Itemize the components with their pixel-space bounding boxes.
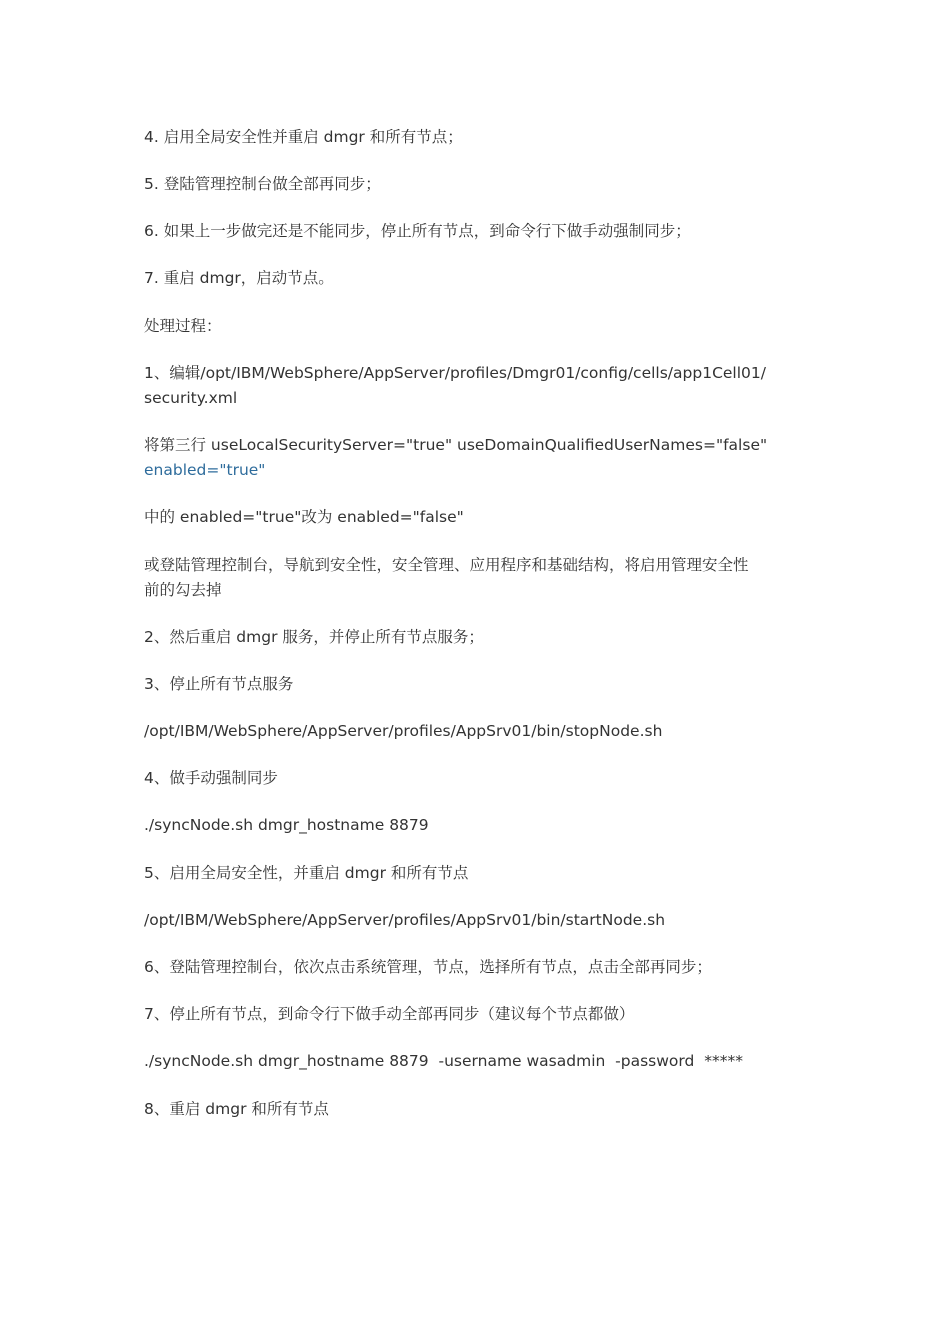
console-alternative-line-1: 或登陆管理控制台，导航到安全性，安全管理、应用程序和基础结构，将启用管理安全性 [144,556,749,574]
step-6-manual-sync: 6. 如果上一步做完还是不能同步，停止所有节点，到命令行下做手动强制同步； [144,222,691,240]
proc-step-7-stop-and-resync: 7、停止所有节点，到命令行下做手动全部再同步（建议每个节点都做） [144,1005,635,1023]
proc-step-1-edit-path: 1、编辑/opt/IBM/WebSphere/AppServer/profiles/Dmgr01/config/cells/app1Cell01/ [144,364,766,382]
step-4-enable-security: 4. 启用全局安全性并重启 dmgr 和所有节点； [144,128,463,146]
proc-step-1-filename: security.xml [144,389,238,407]
console-alternative-line-2: 前的勾去掉 [144,581,222,599]
proc-step-3-stop-nodes: 3、停止所有节点服务 [144,675,294,693]
change-enabled-instruction: 中的 enabled="true"改为 enabled="false" [144,508,464,526]
start-node-command: /opt/IBM/WebSphere/AppServer/profiles/AppSrv01/bin/startNode.sh [144,911,666,929]
line-3-attributes: 将第三行 useLocalSecurityServer="true" useDomainQualifiedUserNames="false" [144,436,768,454]
enabled-attribute-link[interactable]: enabled="true" [144,461,266,479]
stop-node-command: /opt/IBM/WebSphere/AppServer/profiles/AppSrv01/bin/stopNode.sh [144,722,663,740]
proc-step-4-manual-sync: 4、做手动强制同步 [144,769,278,787]
proc-step-2-restart-dmgr: 2、然后重启 dmgr 服务，并停止所有节点服务； [144,628,484,646]
proc-step-6-console-resync: 6、登陆管理控制台，依次点击系统管理，节点，选择所有节点，点击全部再同步； [144,958,712,976]
sync-node-auth-command: ./syncNode.sh dmgr_hostname 8879 -username wasadmin -password ***** [144,1052,743,1070]
step-5-console-resync: 5. 登陆管理控制台做全部再同步； [144,175,381,193]
proc-step-5-enable-security: 5、启用全局安全性，并重启 dmgr 和所有节点 [144,864,469,882]
procedure-heading: 处理过程： [144,317,222,335]
step-7-restart-dmgr: 7. 重启 dmgr，启动节点。 [144,269,334,287]
sync-node-command: ./syncNode.sh dmgr_hostname 8879 [144,816,429,834]
proc-step-8-restart-all: 8、重启 dmgr 和所有节点 [144,1100,329,1118]
